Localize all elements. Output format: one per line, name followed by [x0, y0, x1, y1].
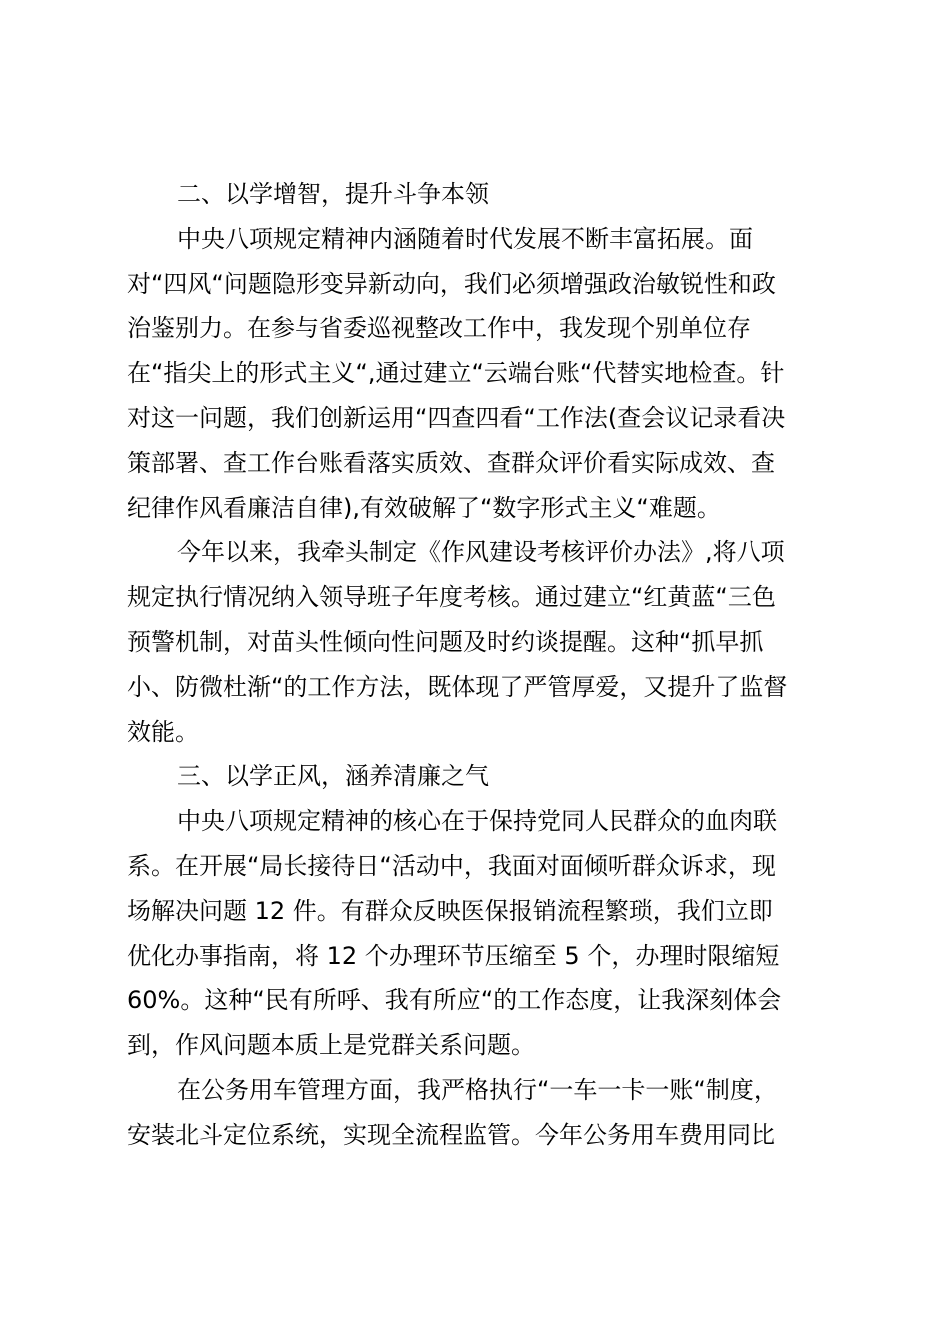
paragraph-line: 到，作风问题本质上是党群关系问题。 [127, 1031, 535, 1060]
paragraph-line: 规定执行情况纳入领导班子年度考核。通过建立“红黄蓝“三色 [127, 583, 776, 612]
paragraph-line: 中央八项规定精神内涵随着时代发展不断丰富拓展。面 [177, 224, 753, 253]
paragraph-line: 60%。这种“民有所呼、我有所应“的工作态度，让我深刻体会 [127, 986, 782, 1015]
section-heading: 二、以学增智，提升斗争本领 [177, 180, 489, 208]
paragraph-line: 策部署、查工作台账看落实质效、查群众评价看实际成效、查 [127, 448, 775, 477]
paragraph-line: 预警机制，对苗头性倾向性问题及时约谈提醒。这种“抓早抓 [127, 627, 764, 656]
paragraph-line: 对这一问题，我们创新运用“四查四看“工作法(查会议记录看决 [127, 403, 786, 432]
paragraph-line: 治鉴别力。在参与省委巡视整改工作中，我发现个别单位存 [127, 314, 751, 343]
paragraph-line: 场解决问题 12 件。有群众反映医保报销流程繁琐，我们立即 [127, 896, 773, 925]
paragraph-line: 安装北斗定位系统，实现全流程监管。今年公务用车费用同比 [127, 1120, 775, 1149]
paragraph-line: 小、防微杜渐“的工作方法，既体现了严管厚爱，又提升了监督 [127, 672, 788, 701]
paragraph-line: 优化办事指南，将 12 个办理环节压缩至 5 个，办理时限缩短 [127, 941, 780, 970]
paragraph-line: 纪律作风看廉洁自律),有效破解了“数字形式主义“难题。 [127, 493, 721, 522]
paragraph-line: 效能。 [127, 717, 199, 746]
paragraph-line: 在“指尖上的形式主义“,通过建立“云端台账“代替实地检查。针 [127, 359, 785, 388]
paragraph-line: 今年以来，我牵头制定《作风建设考核评价办法》,将八项 [177, 538, 785, 567]
paragraph-line: 中央八项规定精神的核心在于保持党同人民群众的血肉联 [177, 807, 777, 836]
paragraph-line: 系。在开展“局长接待日“活动中，我面对面倾听群众诉求，现 [127, 851, 776, 880]
paragraph-line: 在公务用车管理方面，我严格执行“一车一卡一账“制度， [177, 1075, 778, 1104]
section-heading: 三、以学正风，涵养清廉之气 [177, 762, 489, 791]
paragraph-line: 对“四风“问题隐形变异新动向，我们必须增强政治敏锐性和政 [127, 269, 776, 298]
document-body [127, 172, 833, 1158]
